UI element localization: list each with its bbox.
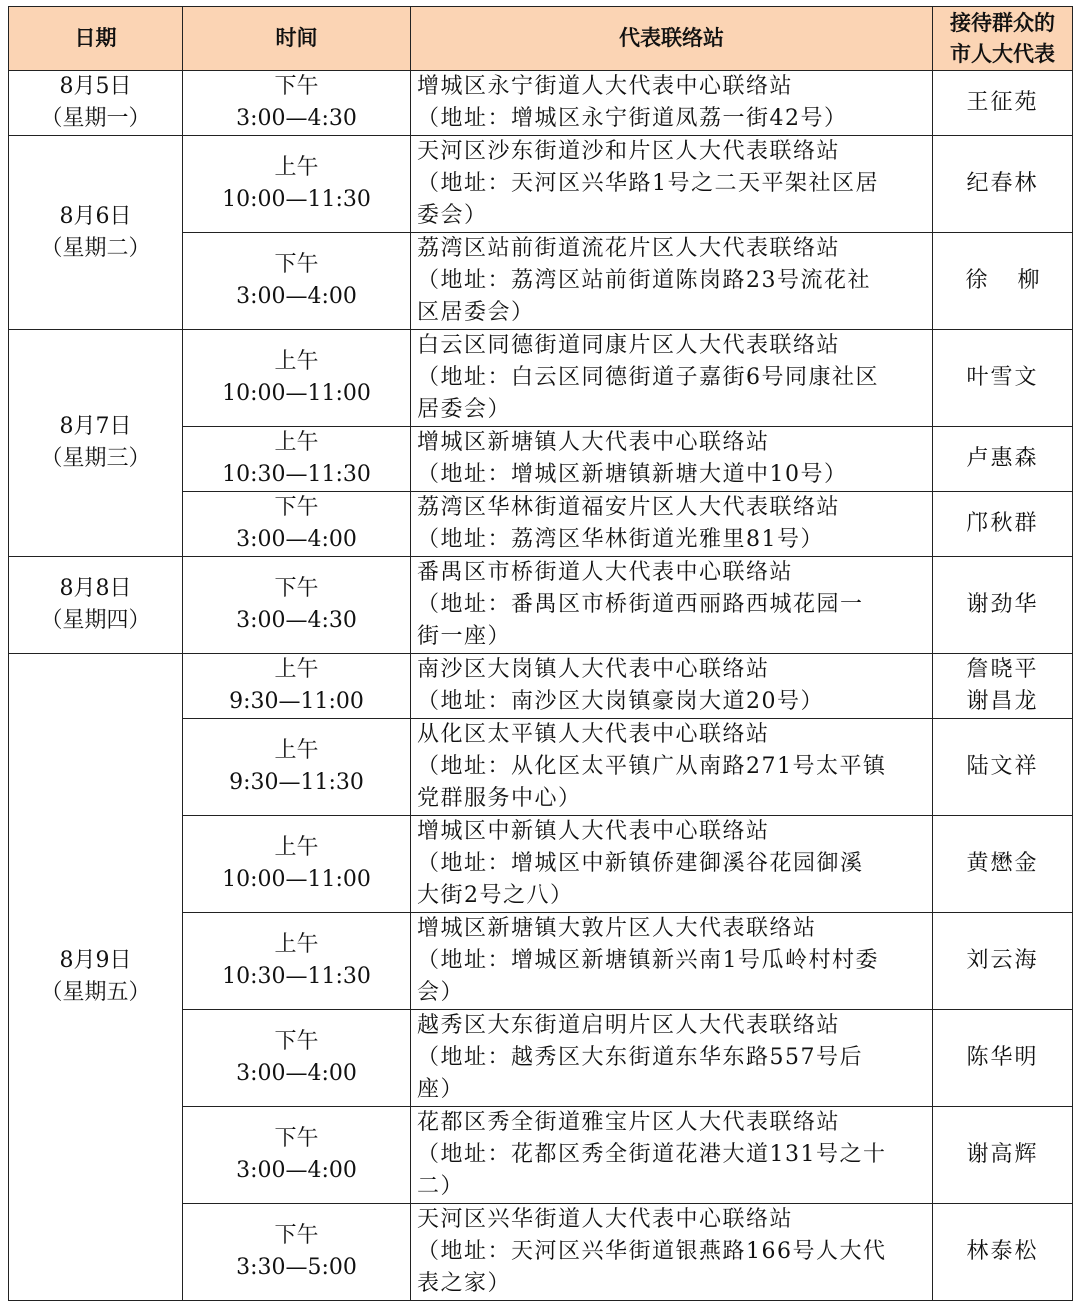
time-cell — [183, 136, 411, 233]
station-address-line: 党群服务中心） — [417, 786, 582, 811]
time-cell — [183, 557, 411, 654]
representative-cell — [933, 233, 1073, 330]
header-row — [9, 7, 1073, 71]
station-name: 从化区太平镇人大代表中心联络站 — [417, 722, 770, 747]
time-cell — [183, 654, 411, 719]
header-representative — [933, 7, 1073, 71]
station-address-line: （地址：增城区永宁街道凤荔一街42号） — [417, 106, 848, 131]
station-address-line: 大街2号之八） — [417, 883, 574, 908]
date-label: 8月5日 — [59, 74, 132, 99]
representative-cell — [933, 1010, 1073, 1107]
representative-cell — [933, 557, 1073, 654]
representative-name: 谢高辉 — [966, 1142, 1039, 1167]
station-name: 增城区永宁街道人大代表中心联络站 — [417, 74, 794, 99]
station-address-line: 会） — [417, 980, 465, 1005]
station-name: 花都区秀全街道雅宝片区人大代表联络站 — [417, 1110, 841, 1135]
time-period: 下午 — [274, 1223, 319, 1248]
station-name: 荔湾区华林街道福安片区人大代表联络站 — [417, 495, 841, 520]
time-period: 上午 — [274, 932, 319, 957]
time-cell — [183, 719, 411, 816]
time-cell — [183, 427, 411, 492]
station-address-line: （地址：花都区秀全街道花港大道131号之十 — [417, 1142, 887, 1167]
date-label: 8月7日 — [59, 414, 132, 439]
time-cell — [183, 71, 411, 136]
time-range: 3:00—4:00 — [236, 284, 357, 309]
station-address-line: （地址：越秀区大东街道东华东路557号后 — [417, 1045, 863, 1070]
station-address-line: （地址：增城区新塘镇新兴南1号瓜岭村村委 — [417, 948, 879, 973]
table-row — [9, 330, 1073, 427]
time-period: 下午 — [274, 1126, 319, 1151]
station-address-line: （地址：天河区兴华街道银燕路166号人大代 — [417, 1239, 887, 1264]
representative-name: 邝秋群 — [966, 511, 1039, 536]
weekday-label: （星期四） — [40, 608, 151, 633]
station-address-line: 街一座） — [417, 624, 512, 649]
time-period: 下午 — [274, 576, 319, 601]
station-name: 南沙区大岗镇人大代表中心联络站 — [417, 657, 770, 682]
time-range: 3:00—4:00 — [236, 1061, 357, 1086]
time-range: 3:00—4:30 — [236, 608, 357, 633]
station-address-line: 区居委会） — [417, 300, 535, 325]
weekday-label: （星期三） — [40, 446, 151, 471]
station-name: 增城区中新镇人大代表中心联络站 — [417, 819, 770, 844]
header-representative-line2: 市人大代表 — [950, 41, 1055, 66]
station-cell — [411, 1107, 933, 1204]
table-body — [9, 71, 1073, 1301]
station-cell — [411, 492, 933, 557]
representative-cell — [933, 136, 1073, 233]
station-cell — [411, 233, 933, 330]
header-representative-line1: 接待群众的 — [950, 10, 1055, 35]
time-cell — [183, 330, 411, 427]
time-period: 上午 — [274, 835, 319, 860]
station-cell — [411, 557, 933, 654]
station-address-line: （地址：从化区太平镇广从南路271号太平镇 — [417, 754, 887, 779]
time-range: 3:00—4:30 — [236, 106, 357, 131]
representative-name: 卢惠森 — [966, 446, 1039, 471]
time-range: 10:30—11:30 — [222, 964, 371, 989]
table-row — [9, 136, 1073, 233]
representative-name: 刘云海 — [966, 948, 1039, 973]
table-row — [9, 557, 1073, 654]
station-address-line: 居委会） — [417, 397, 512, 422]
representative-cell — [933, 654, 1073, 719]
time-period: 下午 — [274, 495, 319, 520]
representative-cell — [933, 492, 1073, 557]
weekday-label: （星期五） — [40, 980, 151, 1005]
time-range: 10:30—11:30 — [222, 462, 371, 487]
representative-cell — [933, 913, 1073, 1010]
station-address-line: 表之家） — [417, 1271, 512, 1296]
representative-cell — [933, 71, 1073, 136]
time-cell — [183, 1107, 411, 1204]
time-period: 下午 — [274, 1029, 319, 1054]
date-cell — [9, 654, 183, 1301]
weekday-label: （星期一） — [40, 106, 151, 131]
weekday-label: （星期二） — [40, 235, 151, 261]
representative-name: 徐柳 — [965, 268, 1070, 293]
time-cell — [183, 1010, 411, 1107]
representative-cell — [933, 1204, 1073, 1301]
time-range: 10:00—11:00 — [222, 381, 371, 406]
station-cell — [411, 330, 933, 427]
station-address-line: （地址：增城区新塘镇新塘大道中10号） — [417, 462, 848, 487]
date-cell — [9, 330, 183, 557]
station-address-line: （地址：荔湾区站前街道陈岗路23号流花社 — [417, 268, 871, 293]
date-cell — [9, 136, 183, 330]
station-name: 越秀区大东街道启明片区人大代表联络站 — [417, 1013, 841, 1038]
station-address-line: （地址：荔湾区华林街道光雅里81号） — [417, 527, 824, 552]
representative-name: 叶雪文 — [966, 365, 1039, 390]
station-cell — [411, 816, 933, 913]
representative-cell — [933, 427, 1073, 492]
representative-name: 纪春林 — [966, 171, 1039, 196]
representative-cell — [933, 816, 1073, 913]
date-cell — [9, 557, 183, 654]
time-range: 9:30—11:30 — [229, 770, 364, 795]
representative-name: 林泰松 — [966, 1239, 1039, 1264]
station-cell — [411, 136, 933, 233]
representative-cell — [933, 1107, 1073, 1204]
time-cell — [183, 1204, 411, 1301]
header-time: 时间 — [183, 7, 411, 71]
representative-name: 黄懋金 — [966, 851, 1039, 876]
station-address-line: 二） — [417, 1174, 465, 1199]
representative-name: 王征苑 — [966, 90, 1039, 115]
time-period: 下午 — [274, 74, 319, 99]
station-cell — [411, 1010, 933, 1107]
station-name: 荔湾区站前街道流花片区人大代表联络站 — [417, 236, 841, 261]
header-date: 日期 — [9, 7, 183, 71]
station-address-line: （地址：天河区兴华路1号之二天平架社区居 — [417, 171, 879, 196]
time-range: 10:00—11:30 — [222, 187, 371, 212]
time-period: 下午 — [274, 252, 319, 277]
station-name: 天河区沙东街道沙和片区人大代表联络站 — [417, 139, 841, 164]
station-name: 白云区同德街道同康片区人大代表联络站 — [417, 333, 841, 358]
station-address-line: （地址：南沙区大岗镇豪岗大道20号） — [417, 689, 824, 714]
station-name: 番禺区市桥街道人大代表中心联络站 — [417, 560, 794, 585]
header-station: 代表联络站 — [411, 7, 933, 71]
station-cell — [411, 1204, 933, 1301]
date-label: 8月8日 — [59, 576, 132, 601]
station-address-line: （地址：增城区中新镇侨建御溪谷花园御溪 — [417, 851, 864, 876]
station-name: 增城区新塘镇大敦片区人大代表联络站 — [417, 916, 817, 941]
station-cell — [411, 913, 933, 1010]
station-address-line: 座） — [417, 1077, 465, 1102]
date-label: 8月6日 — [59, 203, 132, 229]
station-name: 天河区兴华街道人大代表中心联络站 — [417, 1207, 794, 1232]
station-address-line: 委会） — [417, 203, 488, 228]
table-header — [9, 7, 1073, 71]
representative-name: 陆文祥 — [966, 754, 1039, 779]
station-cell — [411, 719, 933, 816]
time-range: 3:00—4:00 — [236, 527, 357, 552]
table-row — [9, 71, 1073, 136]
representative-name: 谢劲华 — [966, 592, 1039, 617]
time-range: 3:30—5:00 — [236, 1255, 357, 1280]
representative-name: 詹晓平 — [966, 657, 1039, 682]
time-cell — [183, 913, 411, 1010]
schedule-table — [8, 6, 1073, 1301]
time-cell — [183, 233, 411, 330]
representative-name: 谢昌龙 — [966, 689, 1039, 714]
time-period: 上午 — [274, 349, 319, 374]
time-period: 上午 — [274, 155, 319, 180]
station-address-line: （地址：番禺区市桥街道西丽路西城花园一 — [417, 592, 864, 617]
station-cell — [411, 654, 933, 719]
time-period: 上午 — [274, 430, 319, 455]
representative-name: 陈华明 — [966, 1045, 1039, 1070]
time-period: 上午 — [274, 657, 319, 682]
date-cell — [9, 71, 183, 136]
representative-cell — [933, 719, 1073, 816]
time-cell — [183, 492, 411, 557]
time-range: 3:00—4:00 — [236, 1158, 357, 1183]
station-cell — [411, 427, 933, 492]
representative-cell — [933, 330, 1073, 427]
date-label: 8月9日 — [59, 948, 132, 973]
station-address-line: （地址：白云区同德街道子嘉街6号同康社区 — [417, 365, 879, 390]
station-name: 增城区新塘镇人大代表中心联络站 — [417, 430, 770, 455]
time-period: 上午 — [274, 738, 319, 763]
station-cell — [411, 71, 933, 136]
time-range: 9:30—11:00 — [229, 689, 364, 714]
time-cell — [183, 816, 411, 913]
table-row — [9, 654, 1073, 719]
time-range: 10:00—11:00 — [222, 867, 371, 892]
